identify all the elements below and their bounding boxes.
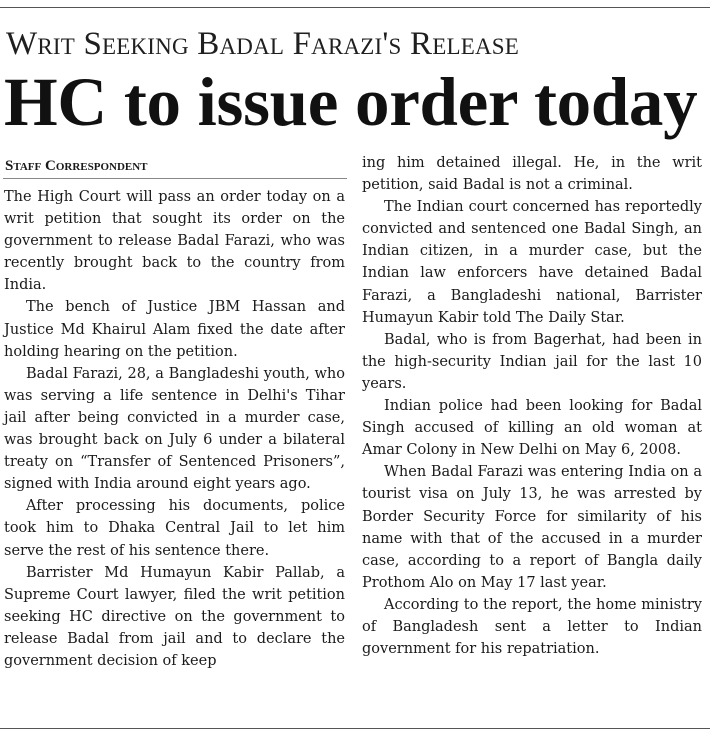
top-rule	[0, 7, 710, 8]
paragraph: After processing his documents, police took him to Dhaka Central Jail to let him serve the rest of his sentence there.	[4, 498, 345, 559]
paragraph: When Badal Farazi was entering India on a tourist visa on July 13, he was arrested by Border Security Force for similarity of his name with that of the accused in a murder case, according to a report of Bangla daily Prothom Alo on May 17 last year.	[362, 464, 702, 591]
main-headline: HC to issue order today	[4, 64, 698, 140]
paragraph: Indian police had been looking for Badal Singh accused of killing an old woman at Amar Colony in New Delhi on May 6, 2008.	[362, 398, 702, 459]
paragraph: The Indian court concerned has reportedly convicted and sentenced one Badal Singh, an Indian citizen, in a murder case, but the Indian law enforcers have detained Badal Farazi, a Bangladeshi national, Barrister Humayun Kabir told The Daily Star.	[362, 199, 702, 326]
paragraph: Barrister Md Humayun Kabir Pallab, a Supreme Court lawyer, filed the writ petition seeking HC directive on the government to release Badal from jail and to declare the government decision of keep	[4, 564, 345, 669]
kicker-headline: Writ Seeking Badal Farazi's Release	[6, 26, 519, 62]
paragraph: The High Court will pass an order today on a writ petition that sought its order on the government to release Badal Farazi, who was recently brought back to the country from India.	[4, 189, 345, 294]
byline: Staff Correspondent	[5, 158, 148, 174]
paragraph: ing him detained illegal. He, in the writ petition, said Badal is not a criminal.	[362, 155, 702, 194]
body-column-1	[4, 186, 345, 672]
paragraph: Badal, who is from Bagerhat, had been in the high-security Indian jail for the last 10 years.	[362, 331, 702, 392]
bottom-rule	[0, 728, 710, 729]
body-column-2	[362, 152, 702, 660]
paragraph: According to the report, the home ministry of Bangladesh sent a letter to Indian government for his repatriation.	[362, 596, 702, 658]
paragraph: Badal Farazi, 28, a Bangladeshi youth, who was serving a life sentence in Delhi's Tihar jail after being convicted in a murder case, was brought back on July 6 under a bilateral treaty on “Transfer of Sentenced Prisoners”, signed with India around eight years ago.	[4, 365, 345, 493]
paragraph: The bench of Justice JBM Hassan and Justice Md Khairul Alam fixed the date after holding hearing on the petition.	[4, 299, 345, 360]
byline-rule	[3, 178, 347, 179]
